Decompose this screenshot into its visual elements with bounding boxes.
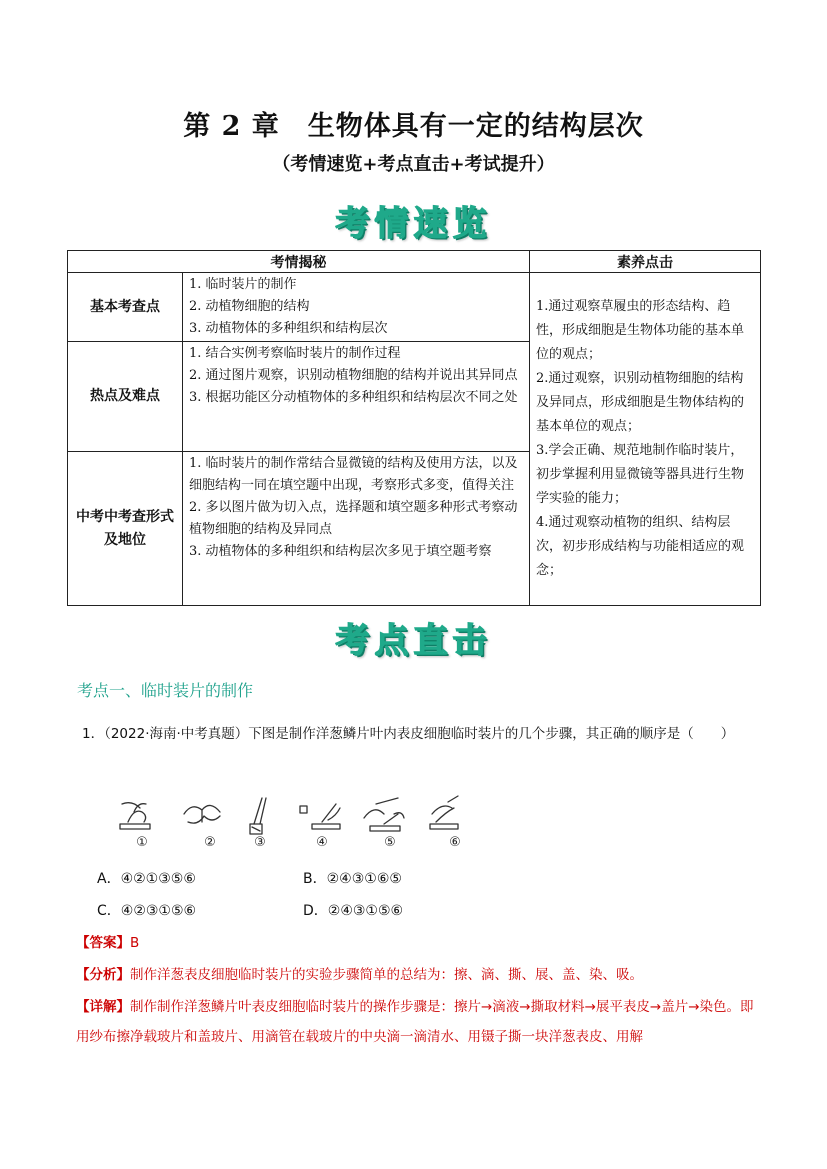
list-item: 2. 通过图片观察，识别动植物细胞的结构并说出其异同点 <box>189 368 518 383</box>
list-item: 1. 临时装片的制作常结合显微镜的结构及使用方法，以及细胞结构一同在填空题中出现，考察形式多变，值得关注 <box>189 456 518 493</box>
option-text: ②④③①⑤⑥ <box>327 903 404 919</box>
list-item: 4.通过观察动植物的组织、结构层次，初步形成结构与功能相适应的观念； <box>536 515 745 578</box>
page-subtitle: （考情速览+考点直击+考试提升） <box>272 154 555 175</box>
detail-text: 制作制作洋葱鳞片叶表皮细胞临时装片的操作步骤是：擦片→滴液→撕取材料→展平表皮→盖片→染色。即用纱布擦净载玻片和盖玻片、用滴管在载玻片的中央滴一滴清水、用镊子撕一块洋葱表皮、用解 <box>76 999 754 1045</box>
list-item: 2. 动植物细胞的结构 <box>189 299 310 314</box>
step-label: ⑥ <box>449 835 461 850</box>
option-text: ④②③①⑤⑥ <box>120 903 197 919</box>
step-illustration <box>364 798 404 831</box>
answer-tag: 【答案】 <box>76 935 130 951</box>
answer-value: B <box>130 935 140 951</box>
page-title: 第 2 章 生物体具有一定的结构层次 <box>183 111 644 142</box>
step-illustration <box>250 798 266 834</box>
question-stem <box>82 719 762 749</box>
option-d[interactable] <box>303 900 403 920</box>
question-number: 1． <box>82 726 105 742</box>
option-letter: A． <box>97 871 121 887</box>
option-text: ②④③①⑥⑤ <box>326 871 402 887</box>
option-letter: D． <box>303 903 328 919</box>
col-header-literacy: 素养点击 <box>530 251 761 273</box>
step-label: ④ <box>316 835 328 850</box>
answer-line <box>76 928 766 958</box>
step-illustration <box>300 804 340 829</box>
step-label: ⑤ <box>384 835 396 850</box>
row-category: 热点及难点 <box>68 342 183 452</box>
step-label: ③ <box>254 835 266 850</box>
option-letter: C． <box>97 903 121 919</box>
step-illustration <box>430 796 458 829</box>
question-text: 下图是制作洋葱鳞片叶内表皮细胞临时装片的几个步骤，其正确的顺序是（ ） <box>248 726 735 742</box>
list-item: 3. 根据功能区分动植物体的多种组织和结构层次不同之处 <box>189 390 518 405</box>
row-category: 中考中考查形式及地位 <box>68 452 183 606</box>
section-heading: 考点一、临时装片的制作 <box>77 681 254 700</box>
literacy-cell <box>530 273 761 606</box>
detail-tag: 【详解】 <box>76 999 130 1015</box>
option-text: ④②①③⑤⑥ <box>120 871 196 887</box>
list-item: 3. 动植物体的多种组织和结构层次 <box>189 321 388 336</box>
table-row <box>68 273 761 342</box>
list-item: 3. 动植物体的多种组织和结构层次多见于填空题考察 <box>189 544 492 559</box>
question-source: （2022·海南·中考真题） <box>104 726 249 742</box>
step-label: ① <box>136 835 148 850</box>
keypoints-banner: 考点直击 <box>335 621 492 661</box>
option-letter: B． <box>303 871 327 887</box>
detail-paragraph <box>76 992 766 1052</box>
list-item: 1. 结合实例考察临时装片的制作过程 <box>189 346 401 361</box>
step-illustration <box>184 805 220 823</box>
row-content <box>183 342 530 452</box>
list-item: 2.通过观察，识别动植物细胞的结构及异同点，形成细胞是生物体结构的基本单位的观点； <box>536 371 745 434</box>
row-category: 基本考查点 <box>68 273 183 342</box>
table-header-row <box>68 251 761 273</box>
option-b[interactable] <box>303 868 402 888</box>
option-c[interactable] <box>97 900 196 920</box>
list-item: 1.通过观察草履虫的形态结构、趋性，形成细胞是生物体功能的基本单位的观点； <box>536 299 745 362</box>
analysis-tag: 【分析】 <box>76 967 130 983</box>
step-label: ② <box>204 835 216 850</box>
col-header-reveal: 考情揭秘 <box>68 251 530 273</box>
overview-banner: 考情速览 <box>335 204 492 244</box>
analysis-line <box>76 960 766 990</box>
list-item: 3.学会正确、规范地制作临时装片，初步掌握利用显微镜等器具进行生物学实验的能力； <box>536 443 745 506</box>
list-item: 2. 多以图片做为切入点，选择题和填空题多种形式考察动植物细胞的结构及异同点 <box>189 500 518 537</box>
steps-figure <box>114 794 474 852</box>
step-illustration <box>120 803 150 829</box>
list-item: 1. 临时装片的制作 <box>189 277 297 292</box>
option-a[interactable] <box>97 868 196 888</box>
overview-table <box>67 250 761 606</box>
row-content <box>183 273 530 342</box>
row-content <box>183 452 530 606</box>
analysis-text: 制作洋葱表皮细胞临时装片的实验步骤简单的总结为：擦、滴、撕、展、盖、染、吸。 <box>130 967 643 983</box>
